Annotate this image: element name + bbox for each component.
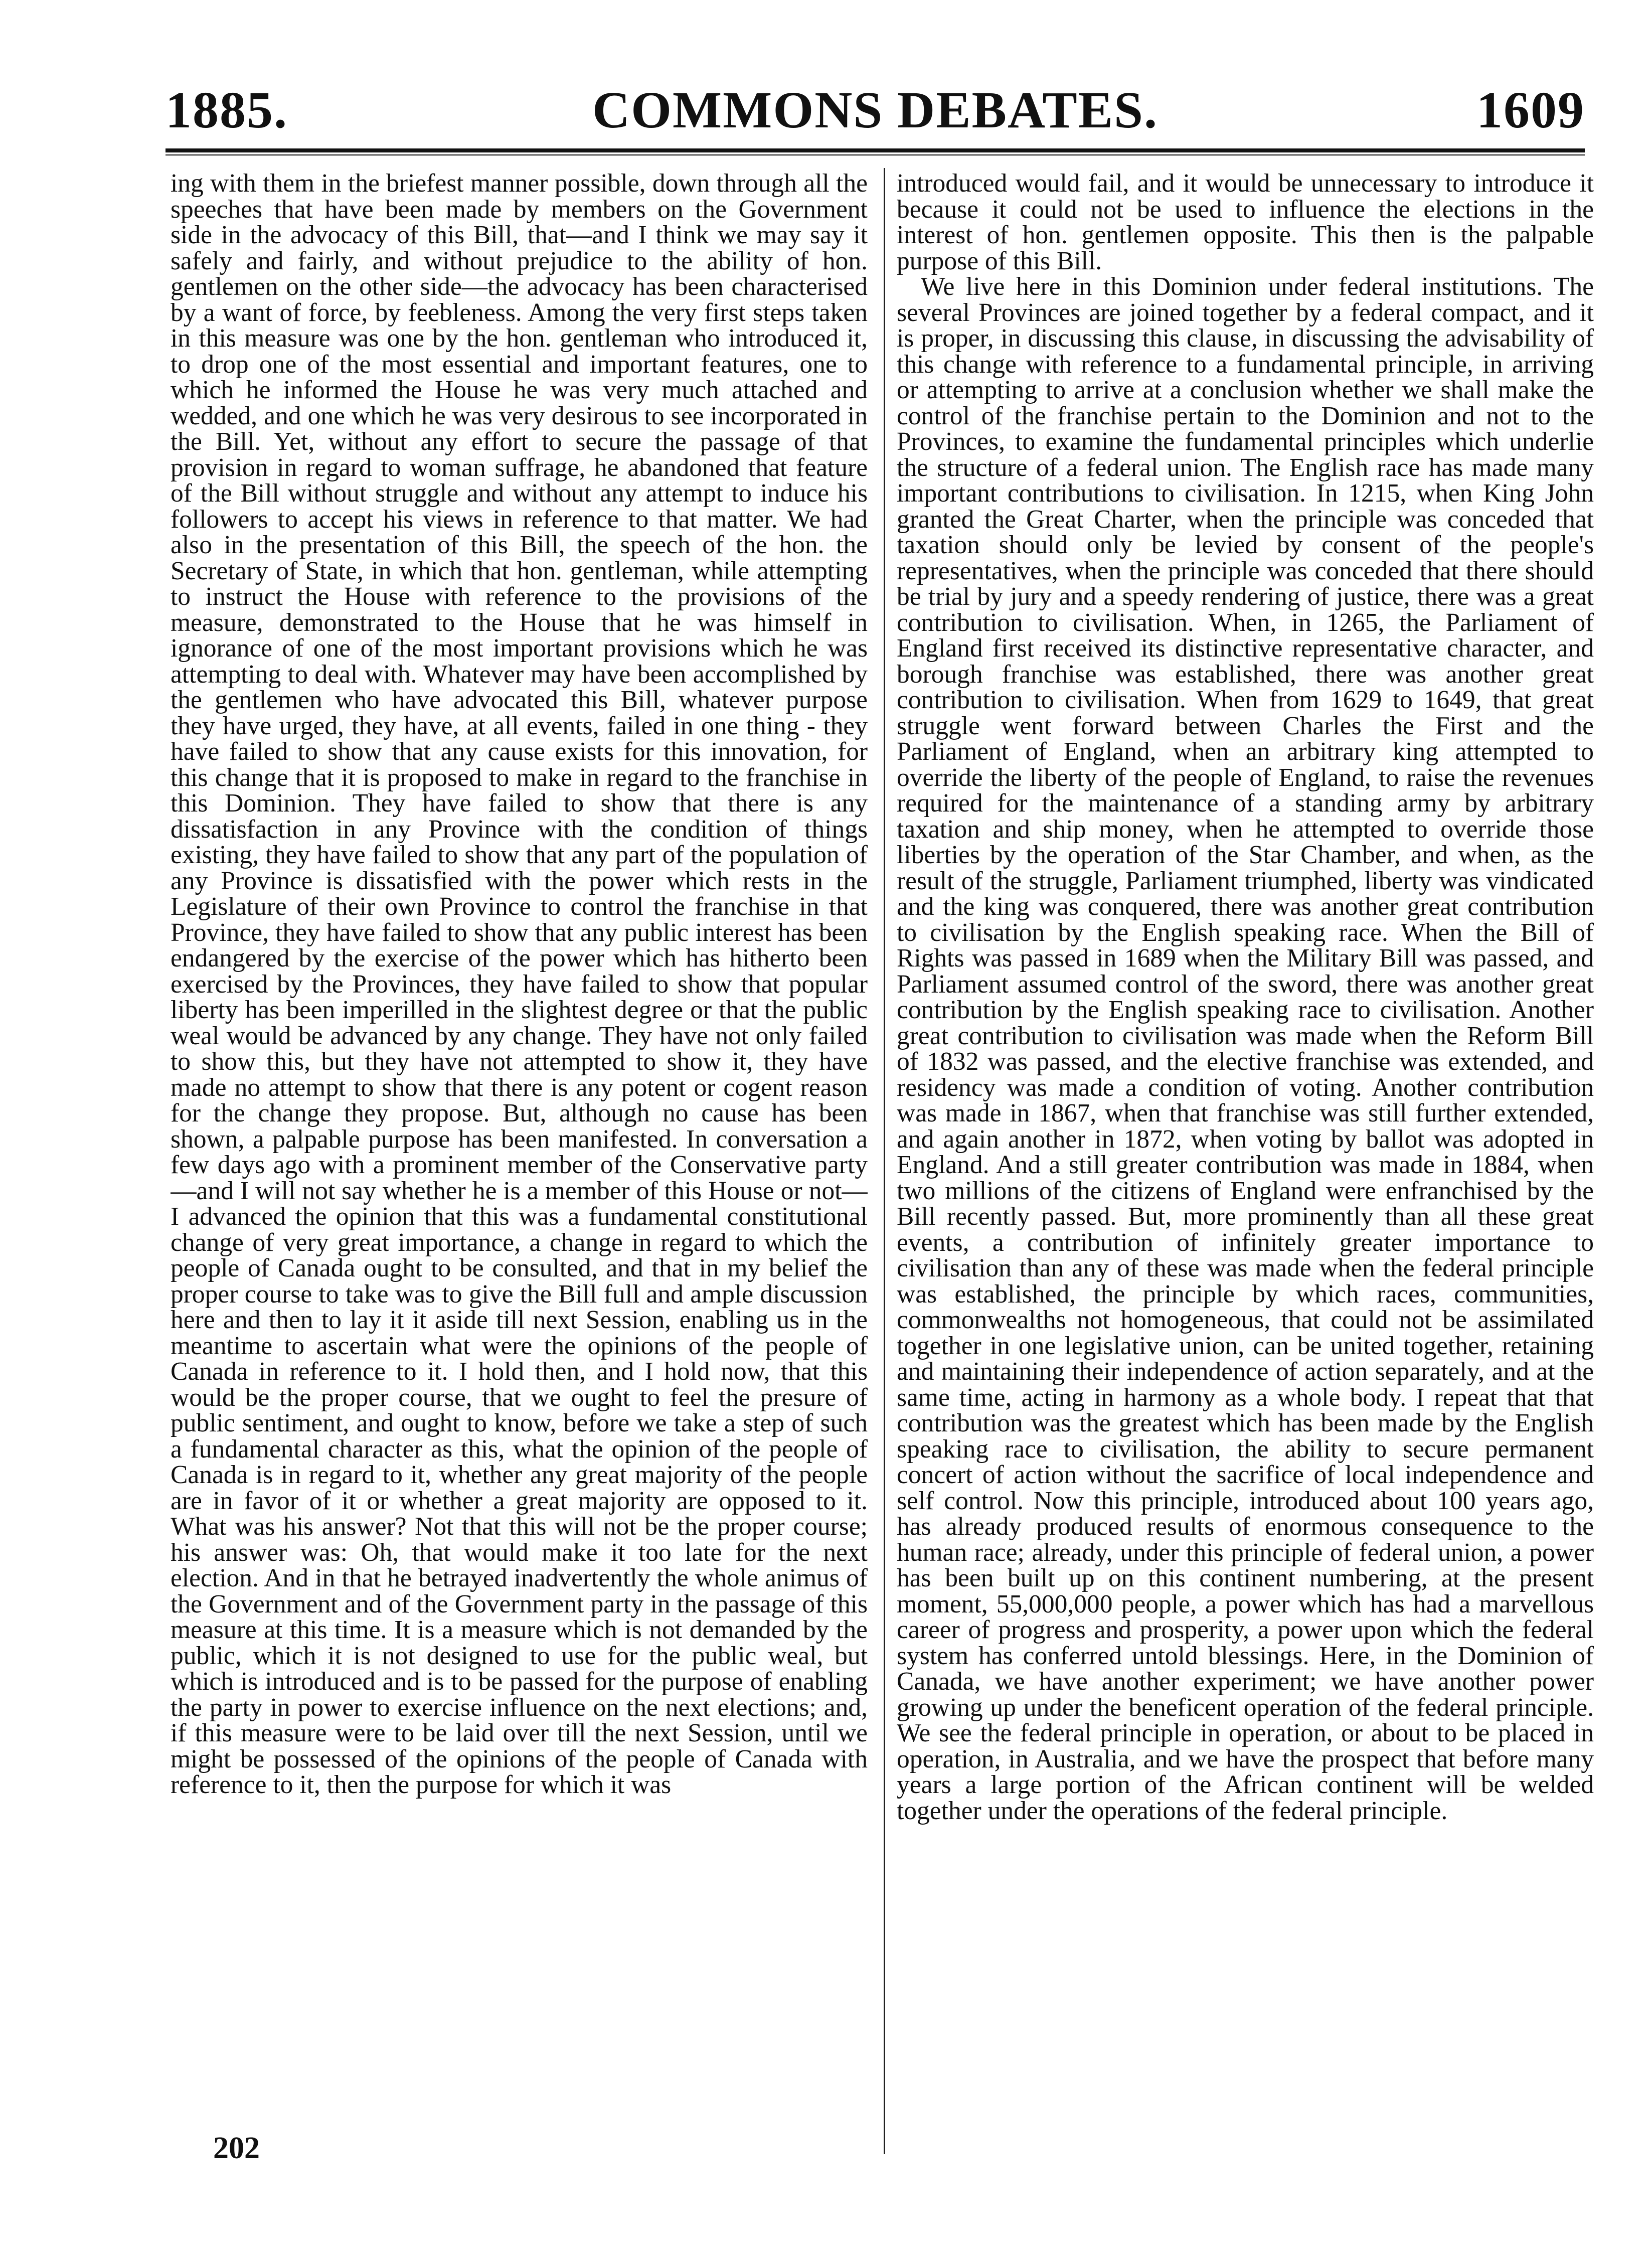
left-column [171, 171, 868, 2157]
column-divider [884, 168, 885, 2154]
header-page-number: 1609 [1476, 81, 1585, 139]
header-year: 1885. [166, 81, 288, 139]
header-rule [166, 148, 1585, 155]
right-paragraph-1: introduced would fail, and it would be unnecessary to introduce it because it could not be used to influence the elections in the interest of hon. gentlemen opposite. This then is the palpable purpose of this Bill. [897, 171, 1594, 275]
left-paragraph-1: ing with them in the briefest manner possible, down through all the speeches that have been made by members on the Government side in the advocacy of this Bill, that—and I think we may say it safely and fairly, and without prejudice to the ability of hon. gentlemen on the other side—the advocacy has been characterised by a want of force, by feebleness. Among the very first steps taken in this measure was one by the hon. gentleman who introduced it, to drop one of the most essential and important features, one to which he informed the House he was very much attached and wedded, and one which he was very desirous to see incorporated in the Bill. Yet, without any effort to secure the passage of that provision in regard to woman suffrage, he abandoned that feature of the Bill without struggle and without any attempt to induce his followers to accept his views in reference to that matter. We had also in the presentation of this Bill, the speech of the hon. the Secretary of State, in which that hon. gentleman, while attempting to instruct the House with reference to the provisions of the measure, demonstrated to the House that he was himself in ignorance of one of the most important provisions which he was attempting to deal with. Whatever may have been accomplished by the gentlemen who have advocated this Bill, whatever purpose they have urged, they have, at all events, failed in one thing - they have failed to show that any cause exists for this innovation, for this change that it is proposed to make in regard to the franchise in this Dominion. They have failed to show that there is any dissatisfaction in any Province with the condition of things existing, they have failed to show that any part of the population of any Province is dissatisfied with the power which rests in the Legislature of their own Province to control the franchise in that Province, they have failed to show that any public interest has been endangered by the exercise of the power which has hitherto been exercised by the Provinces, they have failed to show that popular liberty has been imperilled in the slightest degree or that the public weal would be advanced by any change. They have not only failed to show this, but they have not attempted to show it, they have made no attempt to show that there is any potent or cogent reason for the change they propose. But, although no cause has been shown, a palpable purpose has been manifested. In conversation a few days ago with a prominent member of the Conservative party—and I will not say whether he is a member of this House or not—I advanced the opinion that this was a fundamental constitutional change of very great importance, a change in regard to which the people of Canada ought to be consulted, and that in my belief the proper course to take was to give the Bill full and ample discussion here and then to lay it it aside till next Session, enabling us in the meantime to ascertain what were the opinions of the people of Canada in reference to it. I hold then, and I hold now, that this would be the proper course, that we ought to feel the presure of public sentiment, and ought to know, before we take a step of such a fundamental character as this, what the opinion of the people of Canada is in regard to it, whether any great majority of the people are in favor of it or whether a great majority are opposed to it. What was his answer? Not that this will not be the proper course; his answer was: Oh, that would make it too late for the next election. And in that he betrayed inadvertently the whole animus of the Government and of the Government party in the passage of this measure at this time. It is a measure which is not demanded by the public, which it is not designed to use for the public weal, but which is introduced and is to be passed for the purpose of enabling the party in power to exercise influence on the next elections; and, if this measure were to be laid over till the next Session, until we might be possessed of the opinions of the people of Canada with reference to it, then the purpose for which it was [171, 171, 868, 1799]
header-title: COMMONS DEBATES. [592, 81, 1158, 139]
signature-number: 202 [213, 2131, 260, 2165]
page-header [166, 75, 1585, 150]
right-paragraph-2: We live here in this Dominion under federal institutions. The several Provinces are joined together by a federal compact, and it is proper, in discussing this clause, in discussing the advisability of this change with reference to a fundamental principle, in arriving or attempting to arrive at a conclusion whether we shall make the control of the franchise pertain to the Dominion and not to the Provinces, to examine the fundamental principles which underlie the structure of a federal union. The English race has made many important contributions to civilisation. In 1215, when King John granted the Great Charter, when the principle was conceded that taxation should only be levied by consent of the people's representatives, when the principle was conceded that there should be trial by jury and a speedy rendering of justice, there was a great contribution to civilisation. When, in 1265, the Parliament of England first received its distinctive representative character, and borough franchise was established, there was another great contribution to civilisation. When from 1629 to 1649, that great struggle went forward between Charles the First and the Parliament of England, when an arbitrary king attempted to override the liberty of the people of England, to raise the revenues required for the maintenance of a standing army by arbitrary taxation and ship money, when he attempted to override those liberties by the operation of the Star Chamber, and when, as the result of the struggle, Parliament triumphed, liberty was vindicated and the king was conquered, there was another great contribution to civilisation by the English speaking race. When the Bill of Rights was passed in 1689 when the Military Bill was passed, and Parliament assumed control of the sword, there was another great contribution by the English speaking race to civilisation. Another great contribution to civilisation was made when the Reform Bill of 1832 was passed, and the elective franchise was extended, and residency was made a condition of voting. Another contribution was made in 1867, when that franchise was still further extended, and again another in 1872, when voting by ballot was adopted in England. And a still greater contribution was made in 1884, when two millions of the citizens of England were enfranchised by the Bill recently passed. But, more prominently than all these great events, a contribution of infinitely greater importance to civilisation than any of these was made when the federal principle was established, the principle by which races, communities, commonwealths not homogeneous, that could not be assimilated together in one legislative union, can be united together, retaining and maintaining their independence of action separately, and at the same time, acting in harmony as a whole body. I repeat that that contribution was the greatest which has been made by the English speaking race to civilisation, the ability to secure permanent concert of action without the sacrifice of local independence and self control. Now this principle, introduced about 100 years ago, has already produced results of enormous consequence to the human race; already, under this principle of federal union, a power has been built up on this continent numbering, at the present moment, 55,000,000 people, a power which has had a marvellous career of progress and prosperity, a power upon which the federal system has conferred untold blessings. Here, in the Dominion of Canada, we have another experiment; we have another power growing up under the beneficent operation of the federal principle. We see the federal principle in operation, or about to be placed in operation, in Australia, and we have the prospect that before many years a large portion of the African continent will be welded together under the operations of the federal principle. [897, 272, 1594, 1825]
right-column [897, 171, 1594, 2157]
